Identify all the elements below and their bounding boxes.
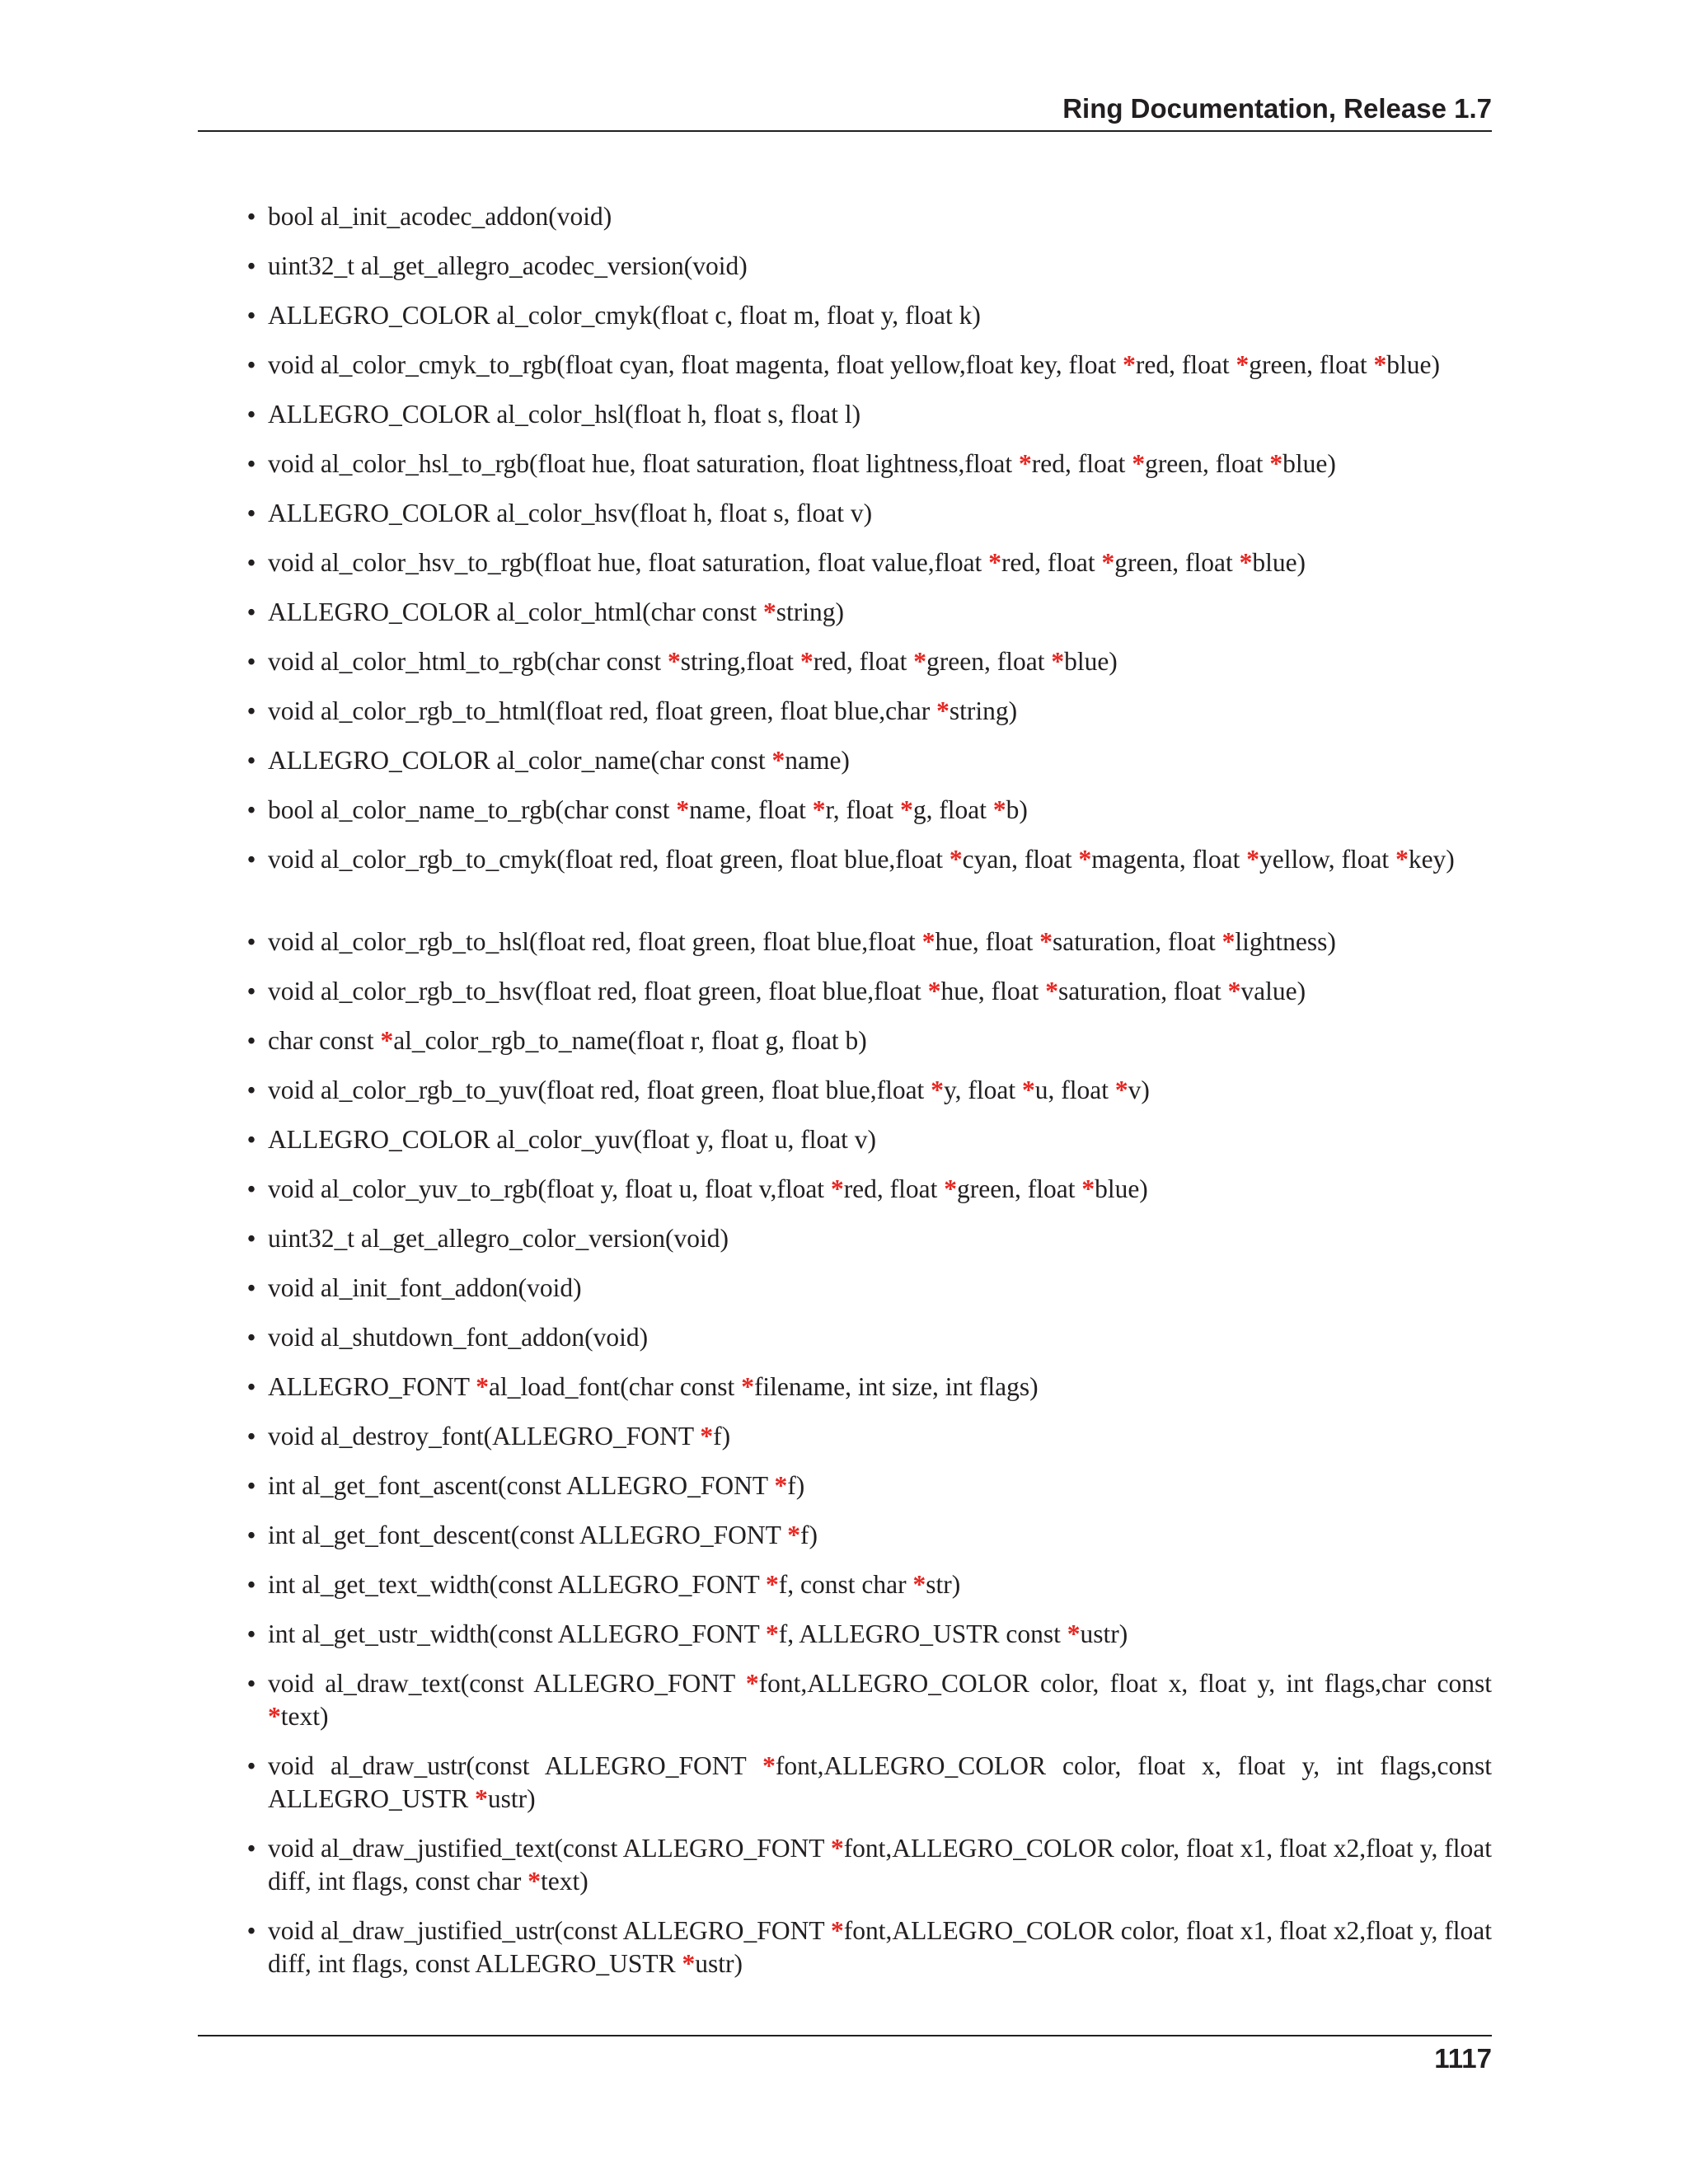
function-signature: void al_color_hsl_to_rgb(float hue, float saturation, float lightness,float *red, float *green, float *blue) — [268, 449, 1336, 478]
pointer-asterisk: * — [1018, 449, 1032, 478]
list-item — [246, 349, 1492, 382]
pointer-asterisk: * — [1114, 1076, 1128, 1104]
list-item — [246, 695, 1492, 728]
function-signature: void al_color_rgb_to_hsv(float red, float green, float blue,float *hue, float *saturation, float *value) — [268, 977, 1306, 1005]
list-item — [246, 1173, 1492, 1206]
bullet-icon: • — [246, 647, 256, 676]
pointer-asterisk: * — [1269, 449, 1283, 478]
bullet-icon: • — [246, 499, 256, 527]
function-signature: ALLEGRO_COLOR al_color_name(char const *name) — [268, 746, 850, 775]
pointer-asterisk: * — [988, 548, 1001, 577]
function-signature: void al_color_rgb_to_hsl(float red, float green, float blue,float *hue, float *saturation, float *lightness) — [268, 927, 1336, 956]
pointer-asterisk: * — [762, 1751, 776, 1780]
pointer-asterisk: * — [771, 746, 785, 775]
pointer-asterisk: * — [1123, 350, 1136, 379]
header-rule — [198, 130, 1492, 132]
list-item — [246, 926, 1492, 958]
pointer-asterisk: * — [475, 1784, 488, 1813]
pointer-asterisk: * — [667, 647, 681, 676]
list-item — [246, 1750, 1492, 1816]
bullet-icon: • — [246, 548, 256, 577]
function-signature: void al_color_rgb_to_cmyk(float red, float green, float blue,float *cyan, float *magenta, float *yellow, float *key) — [268, 845, 1455, 874]
bullet-icon: • — [246, 845, 256, 874]
bullet-icon: • — [246, 1619, 256, 1648]
list-item — [246, 200, 1492, 233]
pointer-asterisk: * — [830, 1834, 844, 1863]
pointer-asterisk: * — [700, 1422, 714, 1451]
list-item — [246, 1321, 1492, 1354]
function-signature: uint32_t al_get_allegro_acodec_version(void) — [268, 251, 748, 280]
bullet-icon: • — [246, 1471, 256, 1500]
pointer-asterisk: * — [927, 977, 941, 1005]
list-item — [246, 1272, 1492, 1305]
bullet-icon: • — [246, 1125, 256, 1154]
function-signature: void al_draw_text(const ALLEGRO_FONT *font,ALLEGRO_COLOR color, float x, float y, int flags,char const *text) — [268, 1669, 1492, 1731]
pointer-asterisk: * — [1395, 845, 1409, 874]
pointer-asterisk: * — [921, 927, 935, 956]
pointer-asterisk: * — [900, 795, 913, 824]
pointer-asterisk: * — [528, 1867, 541, 1896]
pointer-asterisk: * — [912, 1570, 926, 1599]
pointer-asterisk: * — [931, 1076, 944, 1104]
function-signature: int al_get_ustr_width(const ALLEGRO_FONT *f, ALLEGRO_USTR const *ustr) — [268, 1619, 1128, 1648]
pointer-asterisk: * — [766, 1570, 779, 1599]
list-item — [246, 1024, 1492, 1057]
list-item — [246, 448, 1492, 480]
function-signature: void al_color_rgb_to_yuv(float red, float green, float blue,float *y, float *u, float *v) — [268, 1076, 1150, 1104]
bullet-icon: • — [246, 1174, 256, 1203]
page-number: 1117 — [1434, 2043, 1492, 2074]
function-signature: void al_color_yuv_to_rgb(float y, float u, float v,float *red, float *green, float *blue) — [268, 1174, 1148, 1203]
list-item — [246, 1420, 1492, 1453]
running-header: Ring Documentation, Release 1.7 — [1062, 93, 1492, 124]
bullet-icon: • — [246, 795, 256, 824]
bullet-icon: • — [246, 350, 256, 379]
function-signature: ALLEGRO_COLOR al_color_yuv(float y, float u, float v) — [268, 1125, 877, 1154]
function-signature: int al_get_font_ascent(const ALLEGRO_FONT *f) — [268, 1471, 805, 1500]
pointer-asterisk: * — [741, 1372, 754, 1401]
list-item — [246, 645, 1492, 678]
function-signature: void al_draw_justified_ustr(const ALLEGRO_FONT *font,ALLEGRO_COLOR color, float x1, float x2,float y, float diff, int flags, const ALLEGRO_USTR *ustr) — [268, 1916, 1492, 1978]
function-signature: int al_get_text_width(const ALLEGRO_FONT *f, const char *str) — [268, 1570, 961, 1599]
bullet-icon: • — [246, 1026, 256, 1055]
bullet-icon: • — [246, 1273, 256, 1302]
pointer-asterisk: * — [1039, 927, 1053, 956]
function-signature: uint32_t al_get_allegro_color_version(void) — [268, 1224, 729, 1253]
list-item — [246, 975, 1492, 1008]
pointer-asterisk: * — [913, 647, 927, 676]
bullet-icon: • — [246, 1076, 256, 1104]
function-signature: ALLEGRO_COLOR al_color_hsl(float h, float s, float l) — [268, 400, 861, 429]
bullet-icon: • — [246, 400, 256, 429]
pointer-asterisk: * — [1227, 977, 1241, 1005]
pointer-asterisk: * — [936, 696, 950, 725]
bullet-icon: • — [246, 1521, 256, 1549]
function-signature: char const *al_color_rgb_to_name(float r, float g, float b) — [268, 1026, 867, 1055]
bullet-icon: • — [246, 301, 256, 330]
function-signature: void al_draw_justified_text(const ALLEGRO_FONT *font,ALLEGRO_COLOR color, float x1, float x2,float y, float diff, int flags, const char *text) — [268, 1834, 1492, 1896]
bullet-icon: • — [246, 977, 256, 1005]
pointer-asterisk: * — [1246, 845, 1260, 874]
function-signature: bool al_init_acodec_addon(void) — [268, 202, 612, 231]
function-signature: void al_color_cmyk_to_rgb(float cyan, float magenta, float yellow,float key, float *red, float *green, float *blue) — [268, 350, 1441, 379]
function-signature: ALLEGRO_COLOR al_color_cmyk(float c, float m, float y, float k) — [268, 301, 981, 330]
pointer-asterisk: * — [992, 795, 1006, 824]
pointer-asterisk: * — [1022, 1076, 1035, 1104]
pointer-asterisk: * — [268, 1702, 281, 1731]
list-item — [246, 1618, 1492, 1651]
list-item — [246, 1074, 1492, 1107]
bullet-icon: • — [246, 1751, 256, 1780]
bullet-icon: • — [246, 1570, 256, 1599]
bullet-icon: • — [246, 202, 256, 231]
pointer-asterisk: * — [1373, 350, 1387, 379]
list-item — [246, 744, 1492, 777]
pointer-asterisk: * — [949, 845, 963, 874]
bullet-icon: • — [246, 1224, 256, 1253]
function-signature: bool al_color_name_to_rgb(char const *name, float *r, float *g, float *b) — [268, 795, 1028, 824]
list-item — [246, 1915, 1492, 1980]
list-item — [246, 299, 1492, 332]
pointer-asterisk: * — [830, 1174, 844, 1203]
bullet-icon: • — [246, 746, 256, 775]
list-item — [246, 250, 1492, 283]
bullet-icon: • — [246, 598, 256, 626]
bullet-icon: • — [246, 927, 256, 956]
list-item — [246, 1832, 1492, 1898]
footer-rule — [198, 2035, 1492, 2036]
pointer-asterisk: * — [1051, 647, 1065, 676]
pointer-asterisk: * — [476, 1372, 490, 1401]
pointer-asterisk: * — [812, 795, 826, 824]
list-item — [246, 398, 1492, 431]
bullet-icon: • — [246, 696, 256, 725]
list-item — [246, 1371, 1492, 1404]
function-signature: ALLEGRO_COLOR al_color_html(char const *string) — [268, 598, 845, 626]
function-signature: void al_color_html_to_rgb(char const *string,float *red, float *green, float *blue) — [268, 647, 1118, 676]
bullet-icon: • — [246, 1422, 256, 1451]
pointer-asterisk: * — [1078, 845, 1092, 874]
pointer-asterisk: * — [1132, 449, 1146, 478]
pointer-asterisk: * — [799, 647, 814, 676]
function-signature: void al_draw_ustr(const ALLEGRO_FONT *font,ALLEGRO_COLOR color, float x, float y, int flags,const ALLEGRO_USTR *ustr) — [268, 1751, 1492, 1813]
bullet-icon: • — [246, 1916, 256, 1945]
pointer-asterisk: * — [745, 1669, 759, 1698]
bullet-icon: • — [246, 1372, 256, 1401]
list-item — [246, 1222, 1492, 1255]
pointer-asterisk: * — [1239, 548, 1253, 577]
list-item — [246, 1568, 1492, 1601]
pointer-asterisk: * — [1067, 1619, 1081, 1648]
pointer-asterisk: * — [1081, 1174, 1095, 1203]
list-item — [246, 546, 1492, 579]
function-signature: void al_shutdown_font_addon(void) — [268, 1323, 649, 1352]
pointer-asterisk: * — [766, 1619, 779, 1648]
pointer-asterisk: * — [682, 1949, 696, 1978]
pointer-asterisk: * — [763, 598, 776, 626]
pointer-asterisk: * — [787, 1521, 800, 1549]
function-signature: void al_init_font_addon(void) — [268, 1273, 582, 1302]
bullet-icon: • — [246, 1669, 256, 1698]
list-item — [246, 596, 1492, 629]
pointer-asterisk: * — [944, 1174, 958, 1203]
pointer-asterisk: * — [676, 795, 690, 824]
bullet-icon: • — [246, 449, 256, 478]
pointer-asterisk: * — [380, 1026, 394, 1055]
function-signature: ALLEGRO_FONT *al_load_font(char const *filename, int size, int flags) — [268, 1372, 1039, 1401]
list-item — [246, 843, 1492, 876]
list-item — [246, 1519, 1492, 1552]
list-item — [246, 1469, 1492, 1502]
function-signature: int al_get_font_descent(const ALLEGRO_FONT *f) — [268, 1521, 818, 1549]
function-signature: void al_color_rgb_to_html(float red, float green, float blue,char *string) — [268, 696, 1018, 725]
list-item — [246, 794, 1492, 827]
pointer-asterisk: * — [830, 1916, 844, 1945]
list-item — [246, 1667, 1492, 1733]
pointer-asterisk: * — [1101, 548, 1115, 577]
function-signature: void al_destroy_font(ALLEGRO_FONT *f) — [268, 1422, 731, 1451]
bullet-icon: • — [246, 1834, 256, 1863]
pointer-asterisk: * — [1236, 350, 1250, 379]
bullet-icon: • — [246, 1323, 256, 1352]
list-item — [246, 497, 1492, 530]
pointer-asterisk: * — [1221, 927, 1236, 956]
pointer-asterisk: * — [774, 1471, 788, 1500]
function-signature: ALLEGRO_COLOR al_color_hsv(float h, float s, float v) — [268, 499, 873, 527]
bullet-icon: • — [246, 251, 256, 280]
pointer-asterisk: * — [1045, 977, 1059, 1005]
function-signature: void al_color_hsv_to_rgb(float hue, float saturation, float value,float *red, float *green, float *blue) — [268, 548, 1306, 577]
list-item — [246, 1123, 1492, 1156]
